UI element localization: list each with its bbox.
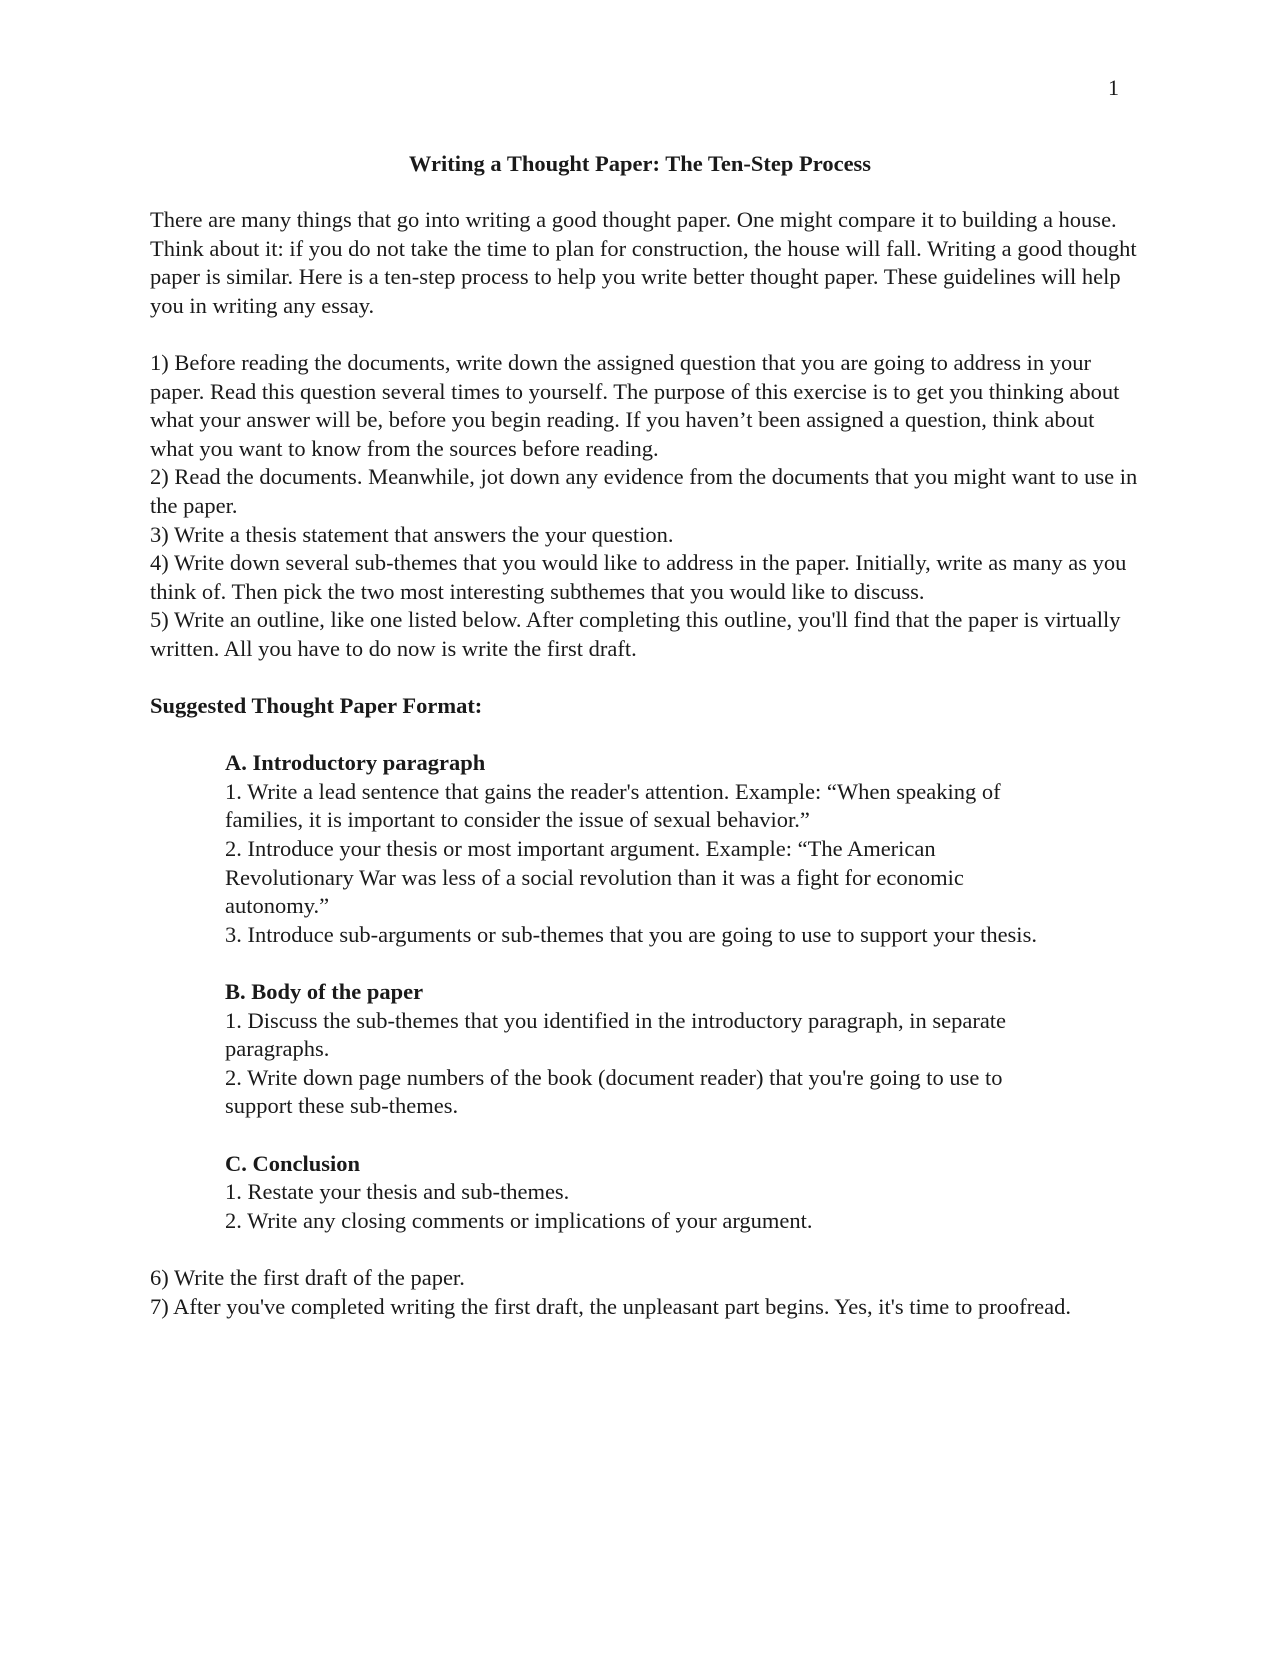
outline-item: 2. Write down page numbers of the book (document reader) that you're going to use to support these sub-themes. [225,1064,1003,1119]
paragraph-spacer [150,664,1140,693]
step-item: 6) Write the first draft of the paper. [150,1264,465,1290]
outline-section-conclusion [150,1150,1055,1236]
format-heading: Suggested Thought Paper Format: [150,693,483,719]
paragraph-spacer [150,721,1140,750]
outline-item: 1. Write a lead sentence that gains the reader's attention. Example: “When speaking of families, it is important to consider the issue of sexual behavior.” [225,778,1001,833]
paragraph-spacer [150,949,1140,978]
outline-item: 1. Discuss the sub-themes that you identified in the introductory paragraph, in separate paragraphs. [225,1007,1007,1062]
step-item: 5) Write an outline, like one listed below. After completing this outline, you'll find that the paper is virtually written. All you have to do now is write the first draft. [150,607,1121,661]
outline-heading: B. Body of the paper [225,979,424,1005]
outline-item: 1. Restate your thesis and sub-themes. [225,1179,570,1205]
outline-section-body [150,978,1055,1121]
paragraph-spacer [150,1121,1140,1150]
step-item: 2) Read the documents. Meanwhile, jot down any evidence from the documents that you might want to use in the paper. [150,464,1138,518]
outline-section-introductory [150,749,1055,949]
step-item: 3) Write a thesis statement that answers the your question. [150,521,674,547]
intro-paragraph: There are many things that go into writing a good thought paper. One might compare it to building a house. Think about it: if you do not take the time to plan for construction, the house will fall. Writing a good thought paper is similar. Here is a ten-step process to help you write better thought paper. These guidelines will help you in writing any essay. [150,207,1137,318]
outline-heading: A. Introductory paragraph [225,750,486,776]
step-item: 7) After you've completed writing the first draft, the unpleasant part begins. Yes, it's time to proofread. [150,1293,1072,1319]
outline-item: 2. Write any closing comments or implications of your argument. [225,1207,813,1233]
document-title: Writing a Thought Paper: The Ten-Step Process [408,151,872,176]
step-item: 4) Write down several sub-themes that you would like to address in the paper. Initially, write as many as you think of. Then pick the two most interesting subthemes that you would like to discuss. [150,550,1127,604]
outline-heading: C. Conclusion [225,1150,361,1176]
outline-item: 2. Introduce your thesis or most important argument. Example: “The American Revolutionary War was less of a social revolution than it was a fight for economic autonomy.” [225,836,964,919]
paragraph-spacer [150,320,1140,349]
paragraph-spacer [150,1235,1140,1264]
document-body [150,206,1140,1321]
step-item: 1) Before reading the documents, write down the assigned question that you are going to address in your paper. Read this question several times to yourself. The purpose of this exercise is to get you thinking about what your answer will be, before you begin reading. If you haven’t been assigned a question, think about what you want to know from the sources before reading. [150,349,1120,461]
outline-item: 3. Introduce sub-arguments or sub-themes that you are going to use to support your thesis. [225,921,1037,947]
page-number: 1 [1108,75,1119,100]
